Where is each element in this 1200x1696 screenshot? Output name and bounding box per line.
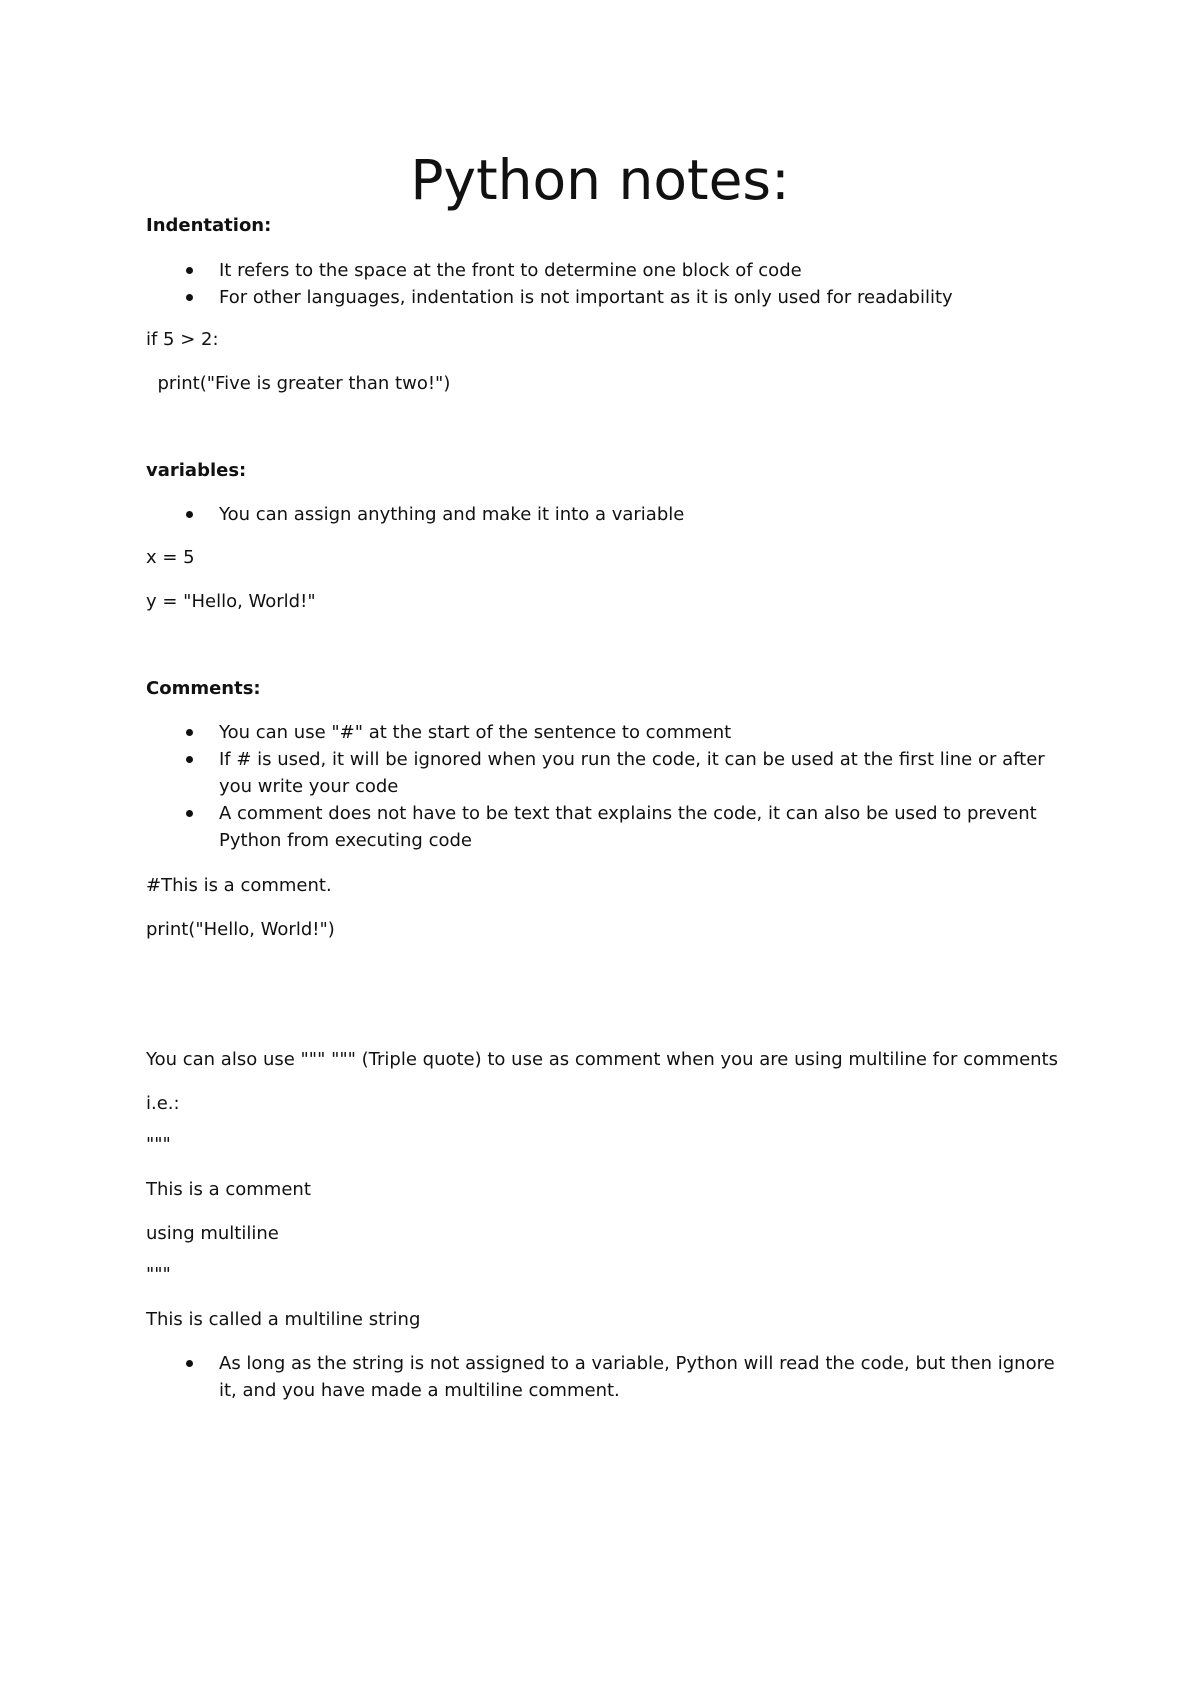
section-heading-variables: variables: <box>146 460 247 481</box>
list-item: You can assign anything and make it into a variable <box>0 501 1059 528</box>
paragraph: You can also use """ """ (Triple quote) to use as comment when you are using multiline for comments <box>146 1049 1058 1070</box>
code-line: y = "Hello, World!" <box>146 591 316 612</box>
paragraph: i.e.: <box>146 1093 180 1114</box>
code-line: if 5 > 2: <box>146 329 219 350</box>
multiline-bullet-list <box>0 1350 1059 1404</box>
code-line: """ <box>146 1134 171 1155</box>
indentation-bullet-list <box>0 257 1059 311</box>
code-line: print("Hello, World!") <box>146 919 335 940</box>
code-line: print("Five is greater than two!") <box>146 373 451 394</box>
list-item: As long as the string is not assigned to a variable, Python will read the code, but then ignore it, and you have made a multiline comment. <box>0 1350 1059 1404</box>
code-line: x = 5 <box>146 547 195 568</box>
comments-bullet-list <box>0 719 1059 854</box>
code-line: using multiline <box>146 1223 279 1244</box>
variables-bullet-list <box>0 501 1059 528</box>
section-heading-comments: Comments: <box>146 678 261 699</box>
list-item: A comment does not have to be text that explains the code, it can also be used to prevent Python from executing code <box>0 800 1059 854</box>
code-line: This is a comment <box>146 1179 311 1200</box>
list-item: You can use "#" at the start of the sentence to comment <box>0 719 1059 746</box>
list-item: It refers to the space at the front to determine one block of code <box>0 257 1059 284</box>
section-heading-indentation: Indentation: <box>146 215 272 236</box>
code-line: """ <box>146 1264 171 1285</box>
list-item: For other languages, indentation is not important as it is only used for readability <box>0 284 1059 311</box>
list-item: If # is used, it will be ignored when you run the code, it can be used at the first line or after you write your code <box>0 746 1059 800</box>
code-line: #This is a comment. <box>146 875 332 896</box>
page-title: Python notes: <box>410 148 790 212</box>
paragraph: This is called a multiline string <box>146 1309 421 1330</box>
